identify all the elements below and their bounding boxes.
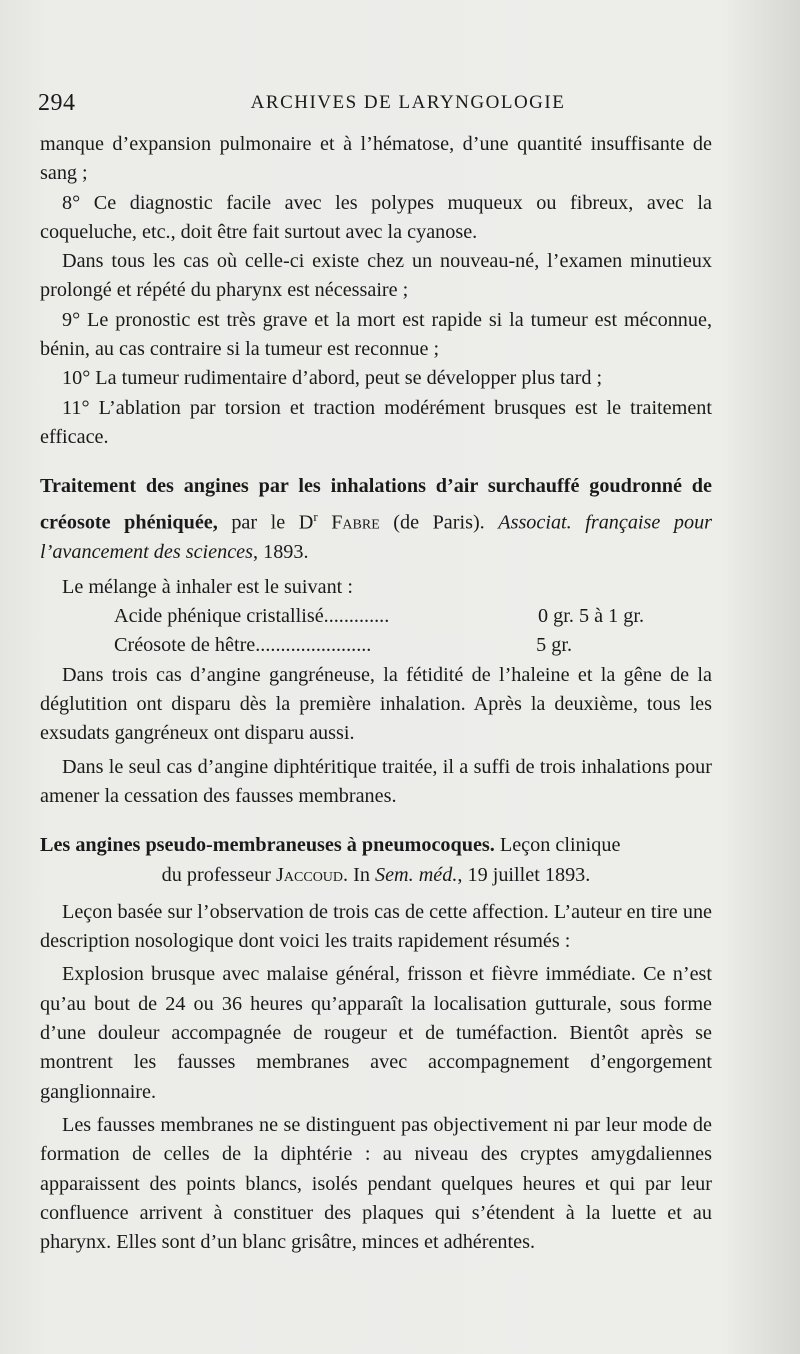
article-subtitle: du professeur bbox=[161, 863, 277, 886]
paragraph: 11° L’ablation par torsion et traction modérément brusques est le traitement efficace. bbox=[40, 396, 712, 448]
paragraph: Explosion brusque avec malaise général, frisson et fièvre immédiate. Ce n’est qu’au bout de 24 ou 36 heures qu’apparaît la localisation gutturale, sous forme d’une douleur accompagnée de rougeur et de tuméfaction. Bientôt après se montrent les fausses membranes avec accompagnement d’engorgement ganglionnaire. bbox=[40, 963, 712, 1103]
running-title: ARCHIVES DE LARYNGOLOGIE bbox=[250, 92, 566, 113]
paragraph: 9° Le pronostic est très grave et la mort est rapide si la tumeur est méconnue, bénin, au cas contraire si la tumeur est reconnue ; bbox=[40, 308, 712, 361]
article-source: Sem. méd. bbox=[375, 863, 458, 886]
paragraph: Les fausses membranes ne se distinguent pas objectivement ni par leur mode de formation de celles de la diphtérie : au niveau des cryptes amygdaliennes apparaissent des points blancs, isolés pendant quelques heures et qui par leur confluence arrivent à constituer des plaques qui s’étendent à la luette et au pharynx. Elles sont d’un blanc grisâtre, minces et adhérentes. bbox=[40, 1113, 712, 1254]
paragraph: Dans tous les cas où celle-ci existe chez un nouveau-né, l’examen minutieux prolongé et répété du pharynx est nécessaire ; bbox=[40, 250, 712, 302]
article-date: , 19 juillet 1893. bbox=[457, 863, 591, 886]
article-heading-2 bbox=[40, 831, 712, 860]
article-heading-1 bbox=[40, 472, 712, 567]
article-author: Jaccoud bbox=[276, 863, 344, 886]
paragraph: Dans trois cas d’angine gangréneuse, la fétidité de l’haleine et la gêne de la déglutition ont disparu dès la première inhalation. Après la deuxième, tous les exsudats gangréneux ont disparu aussi. bbox=[40, 663, 712, 745]
article-title: Les angines pseudo-membraneuses à pneumocoques. bbox=[40, 834, 495, 857]
recipe-row bbox=[114, 602, 644, 631]
article-by-sup: r bbox=[313, 508, 318, 524]
body-text bbox=[40, 130, 712, 1257]
paragraph: manque d’expansion pulmonaire et à l’hématose, d’une quantité insuffisante de sang ; bbox=[40, 133, 712, 185]
paragraph: 10° La tumeur rudimentaire d’abord, peut se développer plus tard ; bbox=[62, 367, 603, 390]
article-author: Fabre bbox=[331, 511, 380, 534]
article-in: . In bbox=[343, 863, 375, 886]
paragraph: Dans le seul cas d’angine diphtéritique traitée, il a suffi de trois inhalations pour amener la cessation des fausses membranes. bbox=[40, 755, 712, 807]
running-header bbox=[38, 90, 778, 120]
paragraph: Le mélange à inhaler est le suivant : bbox=[62, 575, 353, 598]
article-year: , 1893. bbox=[253, 540, 309, 563]
article-title: Traitement des angines par les inhalations d’air surchauffé goudronné de créosote phéniquée, bbox=[40, 475, 712, 534]
article-place: (de Paris). bbox=[379, 511, 499, 534]
recipe-dose: 0 gr. 5 à 1 gr. bbox=[538, 605, 644, 628]
page-number: 294 bbox=[38, 90, 76, 116]
recipe-ingredient: Créosote de hêtre....................... bbox=[114, 634, 372, 657]
paragraph: 8° Ce diagnostic facile avec les polypes muqueux ou fibreux, avec la coqueluche, etc., doit être fait surtout avec la cyanose. bbox=[40, 191, 712, 243]
article-subtitle: Leçon clinique bbox=[494, 834, 621, 857]
recipe-list bbox=[114, 602, 644, 661]
article-source: Associat. française pour l’avancement des sciences bbox=[40, 511, 713, 563]
recipe-dose: 5 gr. bbox=[536, 634, 572, 657]
article-by: par le D bbox=[217, 511, 314, 534]
paragraph: Leçon basée sur l’observation de trois cas de cette affection. L’auteur en tire une description nosologique dont voici les traits rapidement résumés : bbox=[40, 900, 712, 953]
recipe-row bbox=[114, 631, 644, 660]
recipe-ingredient: Acide phénique cristallisé............. bbox=[114, 605, 390, 628]
article-heading-2-line bbox=[40, 861, 712, 890]
